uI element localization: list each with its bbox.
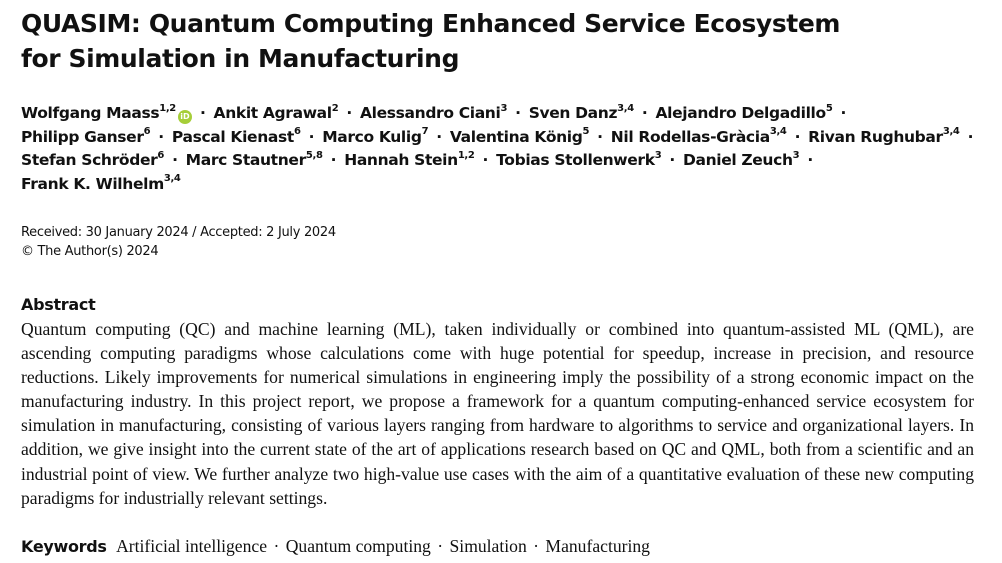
- author-affiliation: 6: [143, 126, 151, 138]
- author-separator: ·: [482, 151, 489, 169]
- author-9: [450, 128, 589, 146]
- author-6: [21, 128, 150, 146]
- author-name: Daniel Zeuch: [682, 151, 793, 169]
- author-name: Frank K. Wilhelm: [21, 174, 164, 193]
- author-name: Wolfgang Maass: [21, 104, 160, 122]
- author-separator: ·: [641, 104, 648, 122]
- author-affiliation: 3: [792, 149, 800, 161]
- keyword-separator: ·: [273, 535, 280, 556]
- author-name: Pascal Kienast: [171, 127, 294, 146]
- author-affiliation: 1,2: [159, 102, 176, 114]
- keyword: Quantum computing: [285, 535, 431, 556]
- author-name: Rivan Rughubar: [808, 127, 943, 146]
- paper-header: [21, 6, 977, 559]
- keyword: Artificial intelligence: [116, 535, 268, 556]
- keywords-section: [21, 534, 977, 559]
- keyword: Simulation: [449, 535, 527, 556]
- received-accepted-dates: Received: 30 January 2024 / Accepted: 2 July 2024: [21, 225, 336, 240]
- author-affiliation: 5: [582, 126, 590, 138]
- author-name: Nil Rodellas-Gràcia: [610, 127, 770, 146]
- author-separator: ·: [308, 127, 315, 146]
- orcid-icon[interactable]: iD: [178, 110, 192, 124]
- author-3: [360, 104, 507, 122]
- author-affiliation: 2: [331, 102, 339, 114]
- author-affiliation: 3,4: [163, 173, 181, 185]
- author-1: [21, 104, 192, 122]
- author-12: [21, 151, 164, 169]
- author-name: Ankit Agrawal: [213, 104, 332, 122]
- author-name: Sven Danz: [528, 104, 618, 122]
- title-line-2: for Simulation in Manufacturing: [21, 44, 460, 73]
- author-separator: ·: [840, 104, 847, 122]
- author-separator: ·: [172, 151, 178, 169]
- author-16: [683, 151, 799, 169]
- abstract-heading: Abstract: [21, 295, 96, 314]
- author-separator: ·: [967, 127, 974, 146]
- author-11: [808, 128, 959, 146]
- copyright-notice: © The Author(s) 2024: [21, 244, 159, 259]
- keyword: Manufacturing: [545, 535, 650, 556]
- author-2: [214, 104, 339, 122]
- author-4: [529, 104, 634, 122]
- author-affiliation: 7: [421, 126, 429, 138]
- author-separator: ·: [794, 127, 801, 146]
- title-line-1: QUASIM: Quantum Computing Enhanced Service Ecosystem: [21, 9, 841, 38]
- author-separator: ·: [807, 151, 813, 169]
- author-affiliation: 3,4: [942, 126, 960, 138]
- author-name: Marco Kulig: [322, 127, 422, 146]
- abstract-text: Quantum computing (QC) and machine learning (ML), taken individually or combined into quantum-assisted ML (QML), are ascending computing paradigms whose calculations come with huge potential for speedup, increase in precision, and resource reductions. Likely improvements for numerical simulations in engineering imply the possibility of a strong economic impact on the manufacturing industry. In this project report, we propose a framework for a quantum computing-enhanced service ecosystem for simulation in manufacturing, consisting of various layers ranging from hardware to algorithms to service and organizational layers. In addition, we give insight into the current state of the art of applications research based on QC and QML, both from a scientific and an industrial point of view. We further analyze two high-value use cases with the aim of a quantitative evaluation of these new computing paradigms for industrially relevant settings.: [21, 319, 974, 508]
- author-name: Marc Stautner: [185, 151, 306, 169]
- author-10: [611, 128, 787, 146]
- author-list: [21, 102, 977, 196]
- author-affiliation: 3: [654, 149, 662, 161]
- author-affiliation: 3,4: [617, 102, 634, 114]
- author-name: Alessandro Ciani: [360, 104, 501, 122]
- author-affiliation: 6: [157, 149, 165, 161]
- author-7: [172, 128, 301, 146]
- author-affiliation: 6: [293, 126, 301, 138]
- author-name: Philipp Ganser: [21, 127, 144, 146]
- author-affiliation: 3,4: [769, 126, 787, 138]
- author-separator: ·: [199, 104, 206, 122]
- author-15: [496, 151, 661, 169]
- author-separator: ·: [346, 104, 352, 122]
- author-affiliation: 5,8: [305, 149, 323, 161]
- author-separator: ·: [597, 127, 603, 146]
- author-13: [186, 151, 323, 169]
- author-separator: ·: [669, 151, 675, 169]
- author-affiliation: 1,2: [457, 149, 475, 161]
- author-affiliation: 3: [500, 102, 508, 114]
- keywords-label: Keywords: [21, 536, 107, 556]
- keyword-separator: ·: [533, 535, 540, 556]
- author-8: [322, 128, 428, 146]
- author-name: Alejandro Delgadillo: [655, 104, 826, 122]
- author-14: [344, 151, 474, 169]
- author-separator: ·: [158, 127, 164, 146]
- author-affiliation: 5: [825, 102, 833, 114]
- author-separator: ·: [515, 104, 521, 122]
- author-name: Tobias Stollenwerk: [496, 151, 655, 169]
- keyword-separator: ·: [437, 535, 444, 556]
- author-name: Hannah Stein: [344, 151, 458, 169]
- author-5: [655, 104, 832, 122]
- author-17: [21, 175, 181, 193]
- paper-title: [21, 6, 977, 76]
- author-name: Stefan Schröder: [21, 151, 158, 169]
- author-name: Valentina König: [449, 127, 583, 146]
- author-separator: ·: [330, 151, 337, 169]
- publication-info: [21, 223, 977, 261]
- author-separator: ·: [436, 127, 442, 146]
